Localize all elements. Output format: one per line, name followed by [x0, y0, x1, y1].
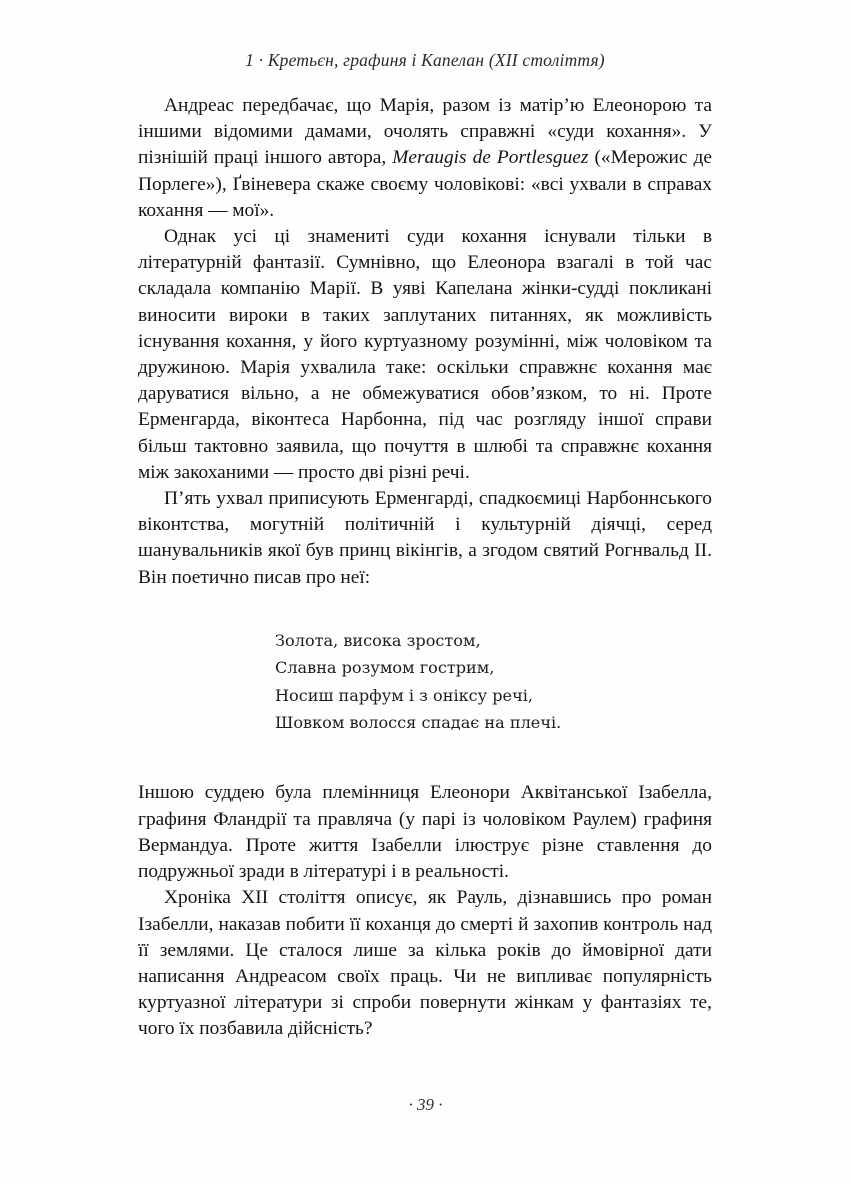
page-number: · 39 · [408, 1095, 443, 1114]
text-run: Іншою суддею була племінниця Елеонори Аквітанської Ізабелла, графиня Фландрії та правляча (у парі із чоловіком Раулем) графиня Вермандуа. Проте життя Ізабелли ілюструє різне ставлення до подружньої зради в літературі і в реальності. [138, 782, 712, 883]
paragraph-andreas [138, 93, 712, 224]
text-column [138, 93, 712, 1043]
paragraph-courts [138, 224, 712, 486]
text-run: Однак усі ці знамениті суди кохання існували тільки в літературній фантазії. Сумнівно, що Елеонора взагалі в той час складала компанію Марії. В уяві Капелана жінки-судді покликані виносити вироки в таких заплутаних питаннях, як можливість існування кохання, у його куртуазному розумінні, між чоловіком та дружиною. Марія ухвалила таке: оскільки справжнє кохання має даруватися вільно, а не обмежуватися обов’язком, то ні. Проте Ерменгарда, віконтеса Нарбонна, під час розгляду іншої справи більш тактовно заявила, що почуття в шлюбі та справжнє кохання між закоханими — просто дві різні речі. [138, 226, 712, 483]
verse-line: Золота, висока зростом, [275, 630, 481, 650]
verse-spacer-top [138, 591, 712, 627]
text-run: («Мерожис де Порлеге»), Ґвіневера скаже своєму чоловікові: «всі ухвали в справах кохання — мої». [138, 147, 712, 221]
paragraph-izabella [138, 780, 712, 885]
verse-spacer-bottom [138, 736, 712, 780]
verse-line: Шовком волосся спадає на плечі. [275, 713, 562, 733]
verse-block [138, 627, 712, 737]
running-head: 1 · Кретьєн, графиня і Капелан (XII століття) [245, 50, 605, 70]
verse-line: Носиш парфум і з оніксу речі, [275, 685, 533, 705]
paragraph-ermengarda [138, 486, 712, 591]
paragraph-chronicle [138, 885, 712, 1042]
verse-line: Славна розумом гострим, [275, 658, 495, 678]
italic-title: Meraugis de Portlesguez [392, 147, 589, 169]
text-run: Андреас передбачає, що Марія, разом із матір’ю Елеонорою та іншими відомими дамами, очолять справжні «суди кохання». У пізнішій праці іншого автора, [138, 95, 712, 169]
text-run: П’ять ухвал приписують Ерменгарді, спадкоємиці Нарбоннського віконтства, могутній політичній і культурній діячці, серед шанувальників якої був принц вікінгів, а згодом святий Рогнвальд ІІ. Він поетично писав про неї: [138, 488, 712, 588]
text-run: Хроніка XII століття описує, як Рауль, дізнавшись про роман Ізабелли, наказав побити її коханця до смерті й захопив контроль над її землями. Це сталося лише за кілька років до ймовірної дати написання Андреасом своїх праць. Чи не випливає популярність куртуазної літератури зі спроби повернути жінкам у фантазіях те, чого їх позбавила дійсність? [138, 887, 712, 1040]
